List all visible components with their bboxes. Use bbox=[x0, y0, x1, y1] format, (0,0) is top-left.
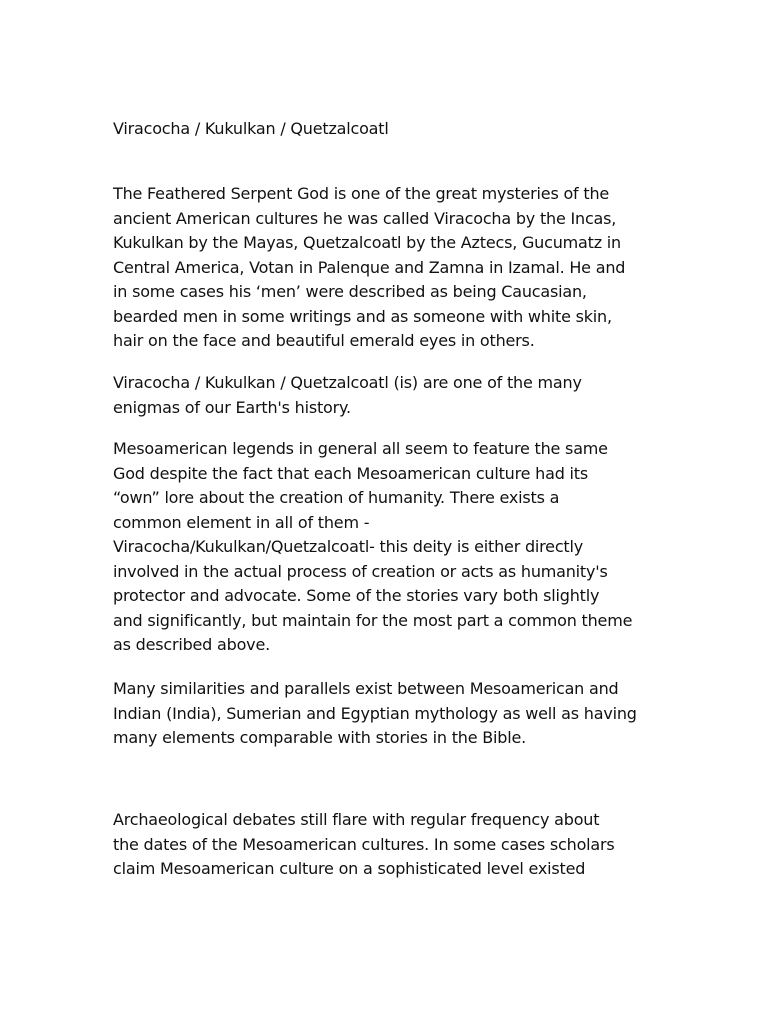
paragraph-feathered-serpent: The Feathered Serpent God is one of the great mysteries of the ancient American cultures he was called Viracocha by the Incas, Kukulkan by the Mayas, Quetzalcoatl by the Aztecs, Gucumatz in Central America, Votan in Palenque and Zamna in Izamal. He and in some cases his ‘men’ were described as being Caucasian, bearded men in some writings and as someone with white skin, hair on the face and beautiful emerald eyes in others. bbox=[113, 184, 626, 350]
paragraph-archaeological-debates: Archaeological debates still flare with regular frequency about the dates of the Mesoamerican cultures. In some cases scholars claim Mesoamerican culture on a sophisticated level existed bbox=[113, 810, 615, 878]
paragraph-similarities: Many similarities and parallels exist between Mesoamerican and Indian (India), Sumerian and Egyptian mythology as well as having many elements comparable with stories in the Bible. bbox=[113, 679, 637, 747]
paragraph-mesoamerican-legends: Mesoamerican legends in general all seem to feature the same God despite the fact that each Mesoamerican culture had its “own” lore about the creation of humanity. There exists a common element in all of them - Viracocha/Kukulkan/Quetzalcoatl- this deity is either directly involved in the actual process of creation or acts as humanity's protector and advocate. Some of the stories vary both slightly and significantly, but maintain for the most part a common theme as described above. bbox=[113, 439, 633, 654]
paragraph-enigmas: Viracocha / Kukulkan / Quetzalcoatl (is) are one of the many enigmas of our Earth's history. bbox=[113, 373, 582, 417]
document-title: Viracocha / Kukulkan / Quetzalcoatl bbox=[113, 119, 389, 138]
